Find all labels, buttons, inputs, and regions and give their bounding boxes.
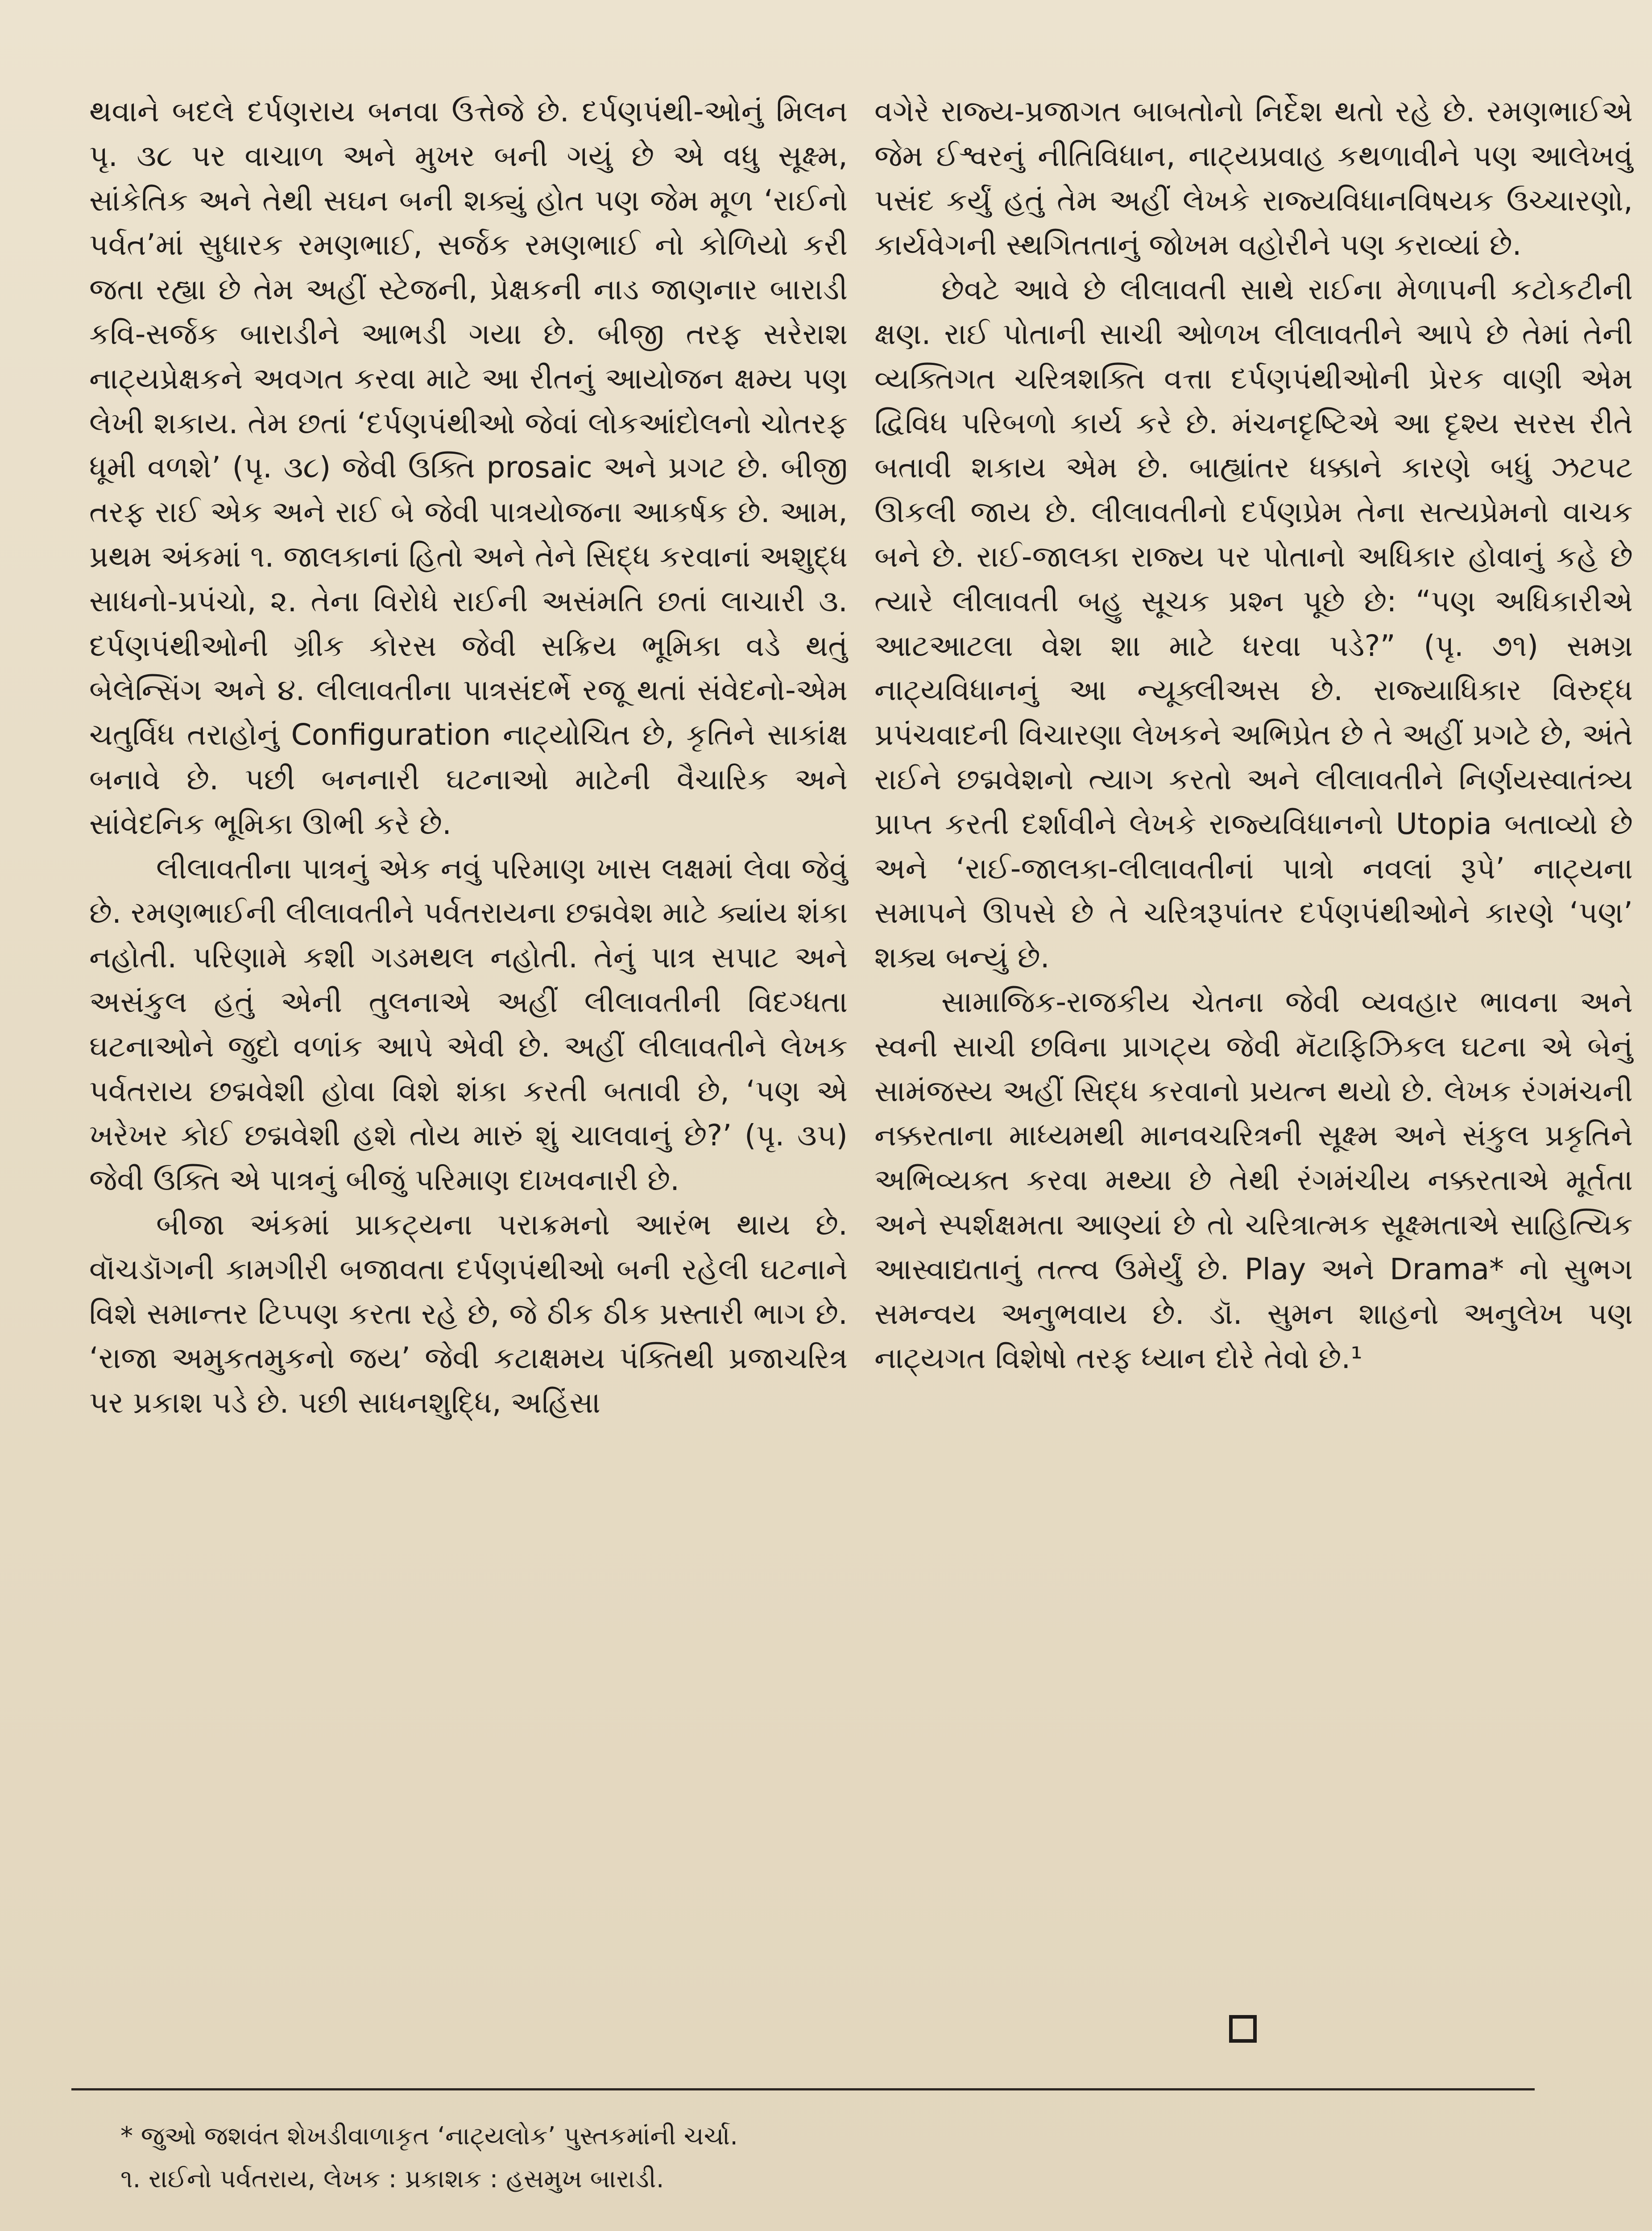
paragraph: છેવટે આવે છે લીલાવતી સાથે રાઈના મેળાપની કટોકટીની ક્ષણ. રાઈ પોતાની સાચી ઓળખ લીલાવતીને આપે છે તેમાં તેની વ્યક્તિગત ચરિત્રશક્તિ વત્તા દર્પણપંથીઓની પ્રેરક વાણી એમ દ્વિવિધ પરિબળો કાર્ય કરે છે. મંચનદૃષ્ટિએ આ દૃશ્ય સરસ રીતે બતાવી શકાય એમ છે. બાહ્યાંતર ધક્કાને કારણે બધું ઝટપટ ઊકલી જાય છે. લીલાવતીનો દર્પણપ્રેમ તેના સત્યપ્રેમનો વાચક બને છે. રાઈ-જાલકા રાજ્ય પર પોતાનો અધિકાર હોવાનું કહે છે ત્યારે લીલાવતી બહુ સૂચક પ્રશ્ન પૂછે છે: “પણ અધિકારીએ આટઆટલા વેશ શા માટે ધરવા પડે?” (પૃ. ૭૧) સમગ્ર નાટ્યવિધાનનું આ ન્યૂક્લીઅસ છે. રાજ્યાધિકાર વિરુદ્ધ પ્રપંચવાદની વિચારણા લેખકને અભિપ્રેત છે તે અહીં પ્રગટે છે, અંતે રાઈને છદ્મવેશનો ત્યાગ કરતો અને લીલાવતીને નિર્ણયસ્વાતંત્ર્ય પ્રાપ્ત કરતી દર્શાવીને લેખકે રાજ્યવિધાનનો Utopia બતાવ્યો છે અને ‘રાઈ-જાલકા-લીલાવતીનાં પાત્રો નવલાં રૂપે’ નાટ્યના સમાપને ઊપસે છે તે ચરિત્રરૂપાંતર દર્પણપંથીઓને કારણે ‘પણ’ શક્ય બન્યું છે.: [874, 272, 1633, 975]
end-of-article-mark: [1229, 2015, 1257, 2043]
paragraph: બીજા અંકમાં પ્રાકટ્યના પરાક્રમનો આરંભ થાય છે. વૉચડૉગની કામગીરી બજાવતા દર્પણપંથીઓ બની રહેલી ઘટનાને વિશે સમાન્તર ટિપ્પણ કરતા રહે છે, જે ઠીક ઠીક પ્રસ્તારી ભાગ છે. ‘રાજા અમુકતમુકનો જય’ જેવી કટાક્ષમય પંક્તિથી પ્રજાચરિત્ર પર પ્રકાશ પડે છે. પછી સાધનશુદ્ધિ, અહિંસા: [89, 1207, 848, 1420]
paragraph: સામાજિક-રાજકીય ચેતના જેવી વ્યવહાર ભાવના અને સ્વની સાચી છવિના પ્રાગટ્ય જેવી મૅટાફિઝિકલ ઘટના એ બેનું સામંજસ્ય અહીં સિદ્ધ કરવાનો પ્રયત્ન થયો છે. લેખક રંગમંચની નક્કરતાના માધ્યમથી માનવચરિત્રની સૂક્ષ્મ અને સંકુલ પ્રકૃતિને અભિવ્યક્ત કરવા મથ્યા છે તેથી રંગમંચીય નક્કરતાએ મૂર્તતા અને સ્પર્શક્ષમતા આણ્યાં છે તો ચરિત્રાત્મક સૂક્ષ્મતાએ સાહિત્યિક આસ્વાદ્યતાનું તત્ત્વ ઉમેર્યું છે. Play અને Drama* નો સુભગ સમન્વય અનુભવાય છે. ડૉ. સુમન શાહનો અનુલેખ પણ નાટ્યગત વિશેષો તરફ ધ્યાન દોરે તેવો છે.¹: [874, 984, 1633, 1376]
paragraph: વગેરે રાજ્ય-પ્રજાગત બાબતોનો નિર્દેશ થતો રહે છે. રમણભાઈએ જેમ ઈશ્વરનું નીતિવિધાન, નાટ્યપ્રવાહ કથળાવીને પણ આલેખવું પસંદ કર્યું હતું તેમ અહીં લેખકે રાજ્યવિધાનવિષયક ઉચ્ચારણો, કાર્યવેગની સ્થગિતતાનું જોખમ વહોરીને પણ કરાવ્યાં છે.: [874, 94, 1633, 262]
footnote: * જુઓ જશવંત શેખડીવાળાકૃત ‘નાટ્યલોક’ પુસ્તકમાંની ચર્ચા.: [120, 2122, 738, 2151]
text-column-left: [89, 89, 848, 1425]
paragraph: લીલાવતીના પાત્રનું એક નવું પરિમાણ ખાસ લક્ષમાં લેવા જેવું છે. રમણભાઈની લીલાવતીને પર્વતરાયના છદ્મવેશ માટે ક્યાંય શંકા નહોતી. પરિણામે કશી ગડમથલ નહોતી. તેનું પાત્ર સપાટ અને અસંકુલ હતું એની તુલનાએ અહીં લીલાવતીની વિદગ્ધતા ઘટનાઓને જુદો વળાંક આપે એવી છે. અહીં લીલાવતીને લેખક પર્વતરાય છદ્મવેશી હોવા વિશે શંકા કરતી બતાવી છે, ‘પણ એ ખરેખર કોઈ છદ્મવેશી હશે તોય મારું શું ચાલવાનું છે?’ (પૃ. ૩૫) જેવી ઉક્તિ એ પાત્રનું બીજું પરિમાણ દાખવનારી છે.: [89, 851, 848, 1198]
footnote-divider: [71, 2088, 1535, 2090]
text-column-right: [874, 89, 1633, 1381]
footnote: ૧. રાઈનો પર્વતરાય, લેખક : પ્રકાશક : હસમુખ બારાડી.: [120, 2165, 664, 2194]
paragraph: થવાને બદલે દર્પણરાય બનવા ઉત્તેજે છે. દર્પણપંથી-ઓનું મિલન પૃ. ૩૮ પર વાચાળ અને મુખર બની ગયું છે એ વધુ સૂક્ષ્મ, સાંકેતિક અને તેથી સઘન બની શક્યું હોત પણ જેમ મૂળ ‘રાઈનો પર્વત’માં સુધારક રમણભાઈ, સર્જક રમણભાઈ નો કોળિયો કરી જતા રહ્યા છે તેમ અહીં સ્ટેજની, પ્રેક્ષકની નાડ જાણનાર બારાડી કવિ-સર્જક બારાડીને આભડી ગયા છે. બીજી તરફ સરેરાશ નાટ્યપ્રેક્ષકને અવગત કરવા માટે આ રીતનું આયોજન ક્ષમ્ય પણ લેખી શકાય. તેમ છતાં ‘દર્પણપંથીઓ જેવાં લોકઆંદોલનો ચોતરફ ધૂમી વળશે’ (પૃ. ૩૮) જેવી ઉક્તિ prosaic અને પ્રગટ છે. બીજી તરફ રાઈ એક અને રાઈ બે જેવી પાત્રયોજના આકર્ષક છે. આમ, પ્રથમ અંકમાં ૧. જાલકાનાં હિતો અને તેને સિદ્ધ કરવાનાં અશુદ્ધ સાધનો-પ્રપંચો, ૨. તેના વિરોધે રાઈની અસંમતિ છતાં લાચારી ૩. દર્પણપંથીઓની ગ્રીક કોરસ જેવી સક્રિય ભૂમિકા વડે થતું બેલેન્સિંગ અને ૪. લીલાવતીના પાત્રસંદર્ભે રજૂ થતાં સંવેદનો-એમ ચતુર્વિધ તરાહોનું Configuration નાટ્યોચિત છે, કૃતિને સાકાંક્ષ બનાવે છે. પછી બનનારી ઘટનાઓ માટેની વૈચારિક અને સાંવેદનિક ભૂમિકા ઊભી કરે છે.: [89, 94, 848, 841]
footnotes: [120, 2115, 1548, 2201]
